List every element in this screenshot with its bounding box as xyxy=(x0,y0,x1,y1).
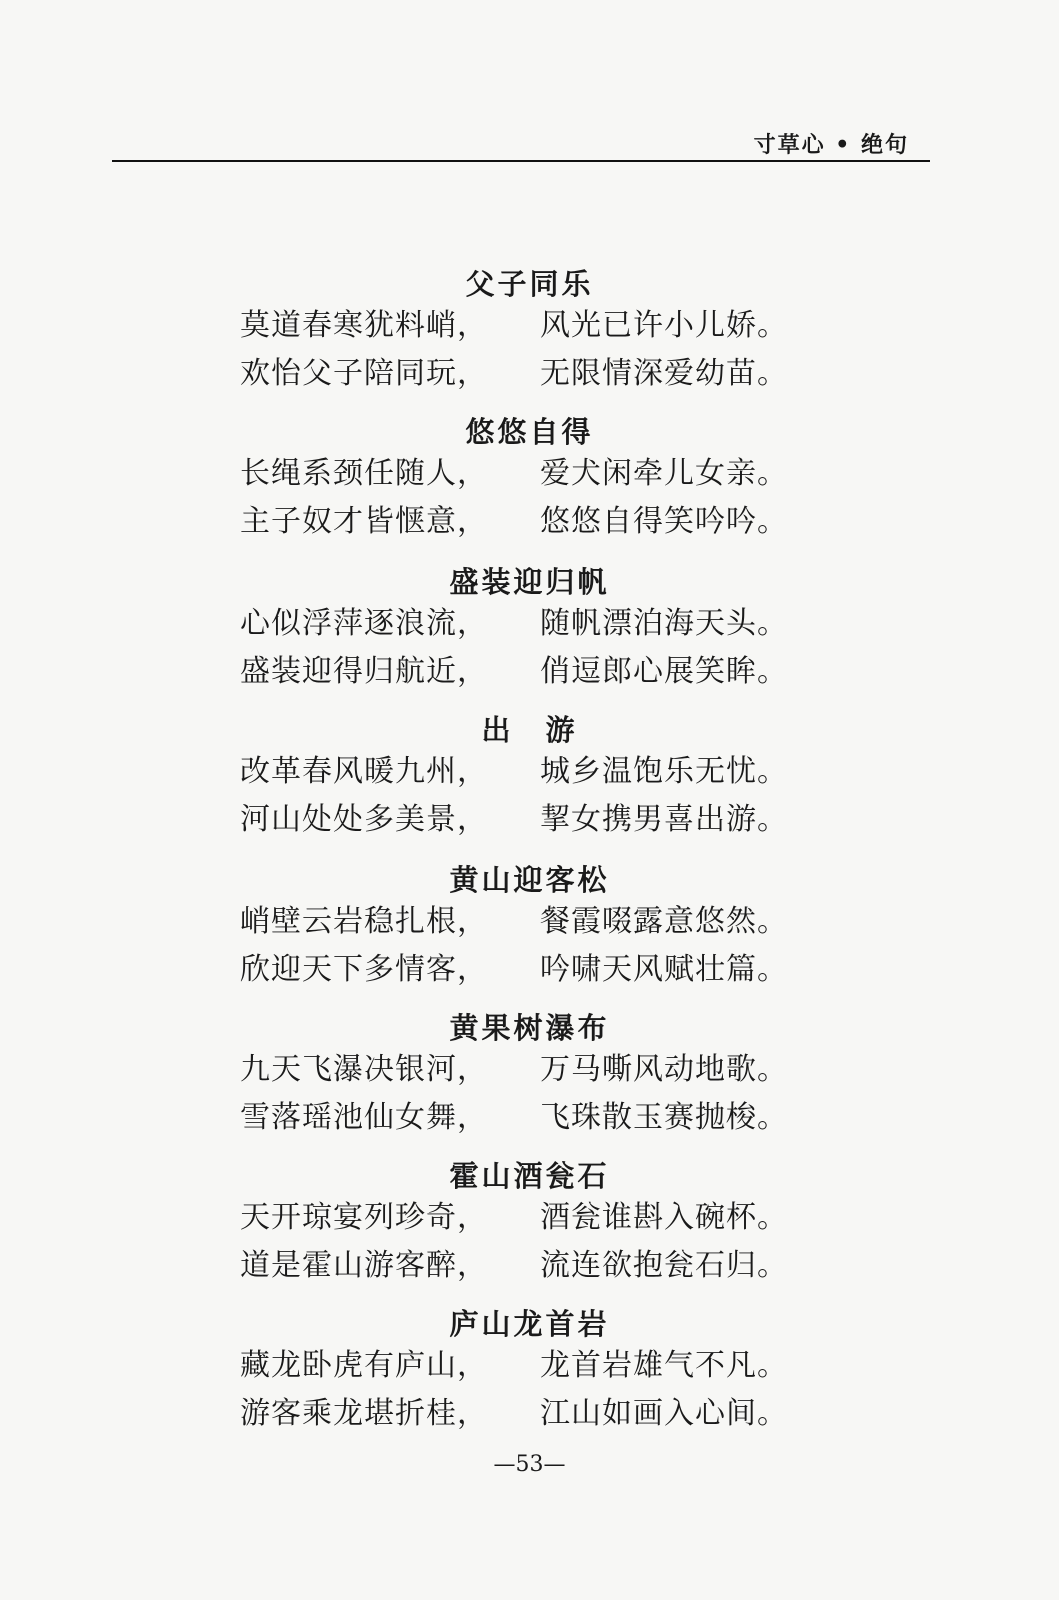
line-first-half: 改革春风暖九州， xyxy=(240,754,488,789)
line-first-half: 盛装迎得归航近， xyxy=(240,654,488,689)
line-second-half: 万马嘶风动地歌。 xyxy=(540,1052,788,1087)
poem-line xyxy=(0,1092,1059,1135)
poem-line xyxy=(0,794,1059,837)
poem-line xyxy=(0,1388,1059,1431)
poem-title: 霍山酒瓮石 xyxy=(449,1159,610,1193)
poem-line xyxy=(0,496,1059,539)
header-rule xyxy=(112,160,930,162)
page-number: —53— xyxy=(493,1452,566,1477)
line-first-half: 河山处处多美景， xyxy=(240,802,488,837)
line-second-half: 飞珠散玉赛抛梭。 xyxy=(540,1100,788,1135)
poem-title: 盛装迎归帆 xyxy=(449,565,610,599)
line-first-half: 九天飞瀑决银河， xyxy=(240,1052,488,1087)
poem-line xyxy=(0,300,1059,343)
line-second-half: 无限情深爱幼苗。 xyxy=(540,356,788,391)
line-second-half: 江山如画入心间。 xyxy=(540,1396,788,1431)
line-second-half: 爱犬闲牵儿女亲。 xyxy=(540,456,788,491)
line-second-half: 餐霞啜露意悠然。 xyxy=(540,904,788,939)
poem-title: 黄山迎客松 xyxy=(449,863,610,897)
poem-line xyxy=(0,1044,1059,1087)
line-second-half: 俏逗郎心展笑眸。 xyxy=(540,654,788,689)
line-first-half: 天开琼宴列珍奇， xyxy=(240,1200,488,1235)
line-second-half: 吟啸天风赋壮篇。 xyxy=(540,952,788,987)
line-second-half: 随帆漂泊海天头。 xyxy=(540,606,788,641)
line-second-half: 挈女携男喜出游。 xyxy=(540,802,788,837)
poem-title: 庐山龙首岩 xyxy=(449,1307,610,1341)
line-first-half: 峭壁云岩稳扎根， xyxy=(240,904,488,939)
line-second-half: 悠悠自得笑吟吟。 xyxy=(540,504,788,539)
line-first-half: 心似浮萍逐浪流， xyxy=(240,606,488,641)
line-first-half: 道是霍山游客醉， xyxy=(240,1248,488,1283)
line-second-half: 流连欲抱瓮石归。 xyxy=(540,1248,788,1283)
poem-line xyxy=(0,896,1059,939)
poem-title: 出 游 xyxy=(481,713,578,747)
line-first-half: 雪落瑶池仙女舞， xyxy=(240,1100,488,1135)
line-first-half: 主子奴才皆惬意， xyxy=(240,504,488,539)
poem-line xyxy=(0,944,1059,987)
poem-line xyxy=(0,746,1059,789)
line-first-half: 莫道春寒犹料峭， xyxy=(240,308,488,343)
poem-line xyxy=(0,348,1059,391)
poem-line xyxy=(0,646,1059,689)
line-second-half: 风光已许小儿娇。 xyxy=(540,308,788,343)
line-second-half: 城乡温饱乐无忧。 xyxy=(540,754,788,789)
running-header: 寸草心 • 绝句 xyxy=(753,132,909,158)
poem-line xyxy=(0,1192,1059,1235)
line-first-half: 长绳系颈任随人， xyxy=(240,456,488,491)
poem-title: 父子同乐 xyxy=(465,267,594,301)
line-first-half: 藏龙卧虎有庐山， xyxy=(240,1348,488,1383)
line-first-half: 欢怡父子陪同玩， xyxy=(240,356,488,391)
poem-line xyxy=(0,448,1059,491)
poem-title: 黄果树瀑布 xyxy=(449,1011,610,1045)
line-first-half: 游客乘龙堪折桂， xyxy=(240,1396,488,1431)
poem-title: 悠悠自得 xyxy=(465,415,594,449)
line-second-half: 龙首岩雄气不凡。 xyxy=(540,1348,788,1383)
line-second-half: 酒瓮谁斟入碗杯。 xyxy=(540,1200,788,1235)
poem-line xyxy=(0,598,1059,641)
line-first-half: 欣迎天下多情客， xyxy=(240,952,488,987)
poem-line xyxy=(0,1340,1059,1383)
poem-line xyxy=(0,1240,1059,1283)
